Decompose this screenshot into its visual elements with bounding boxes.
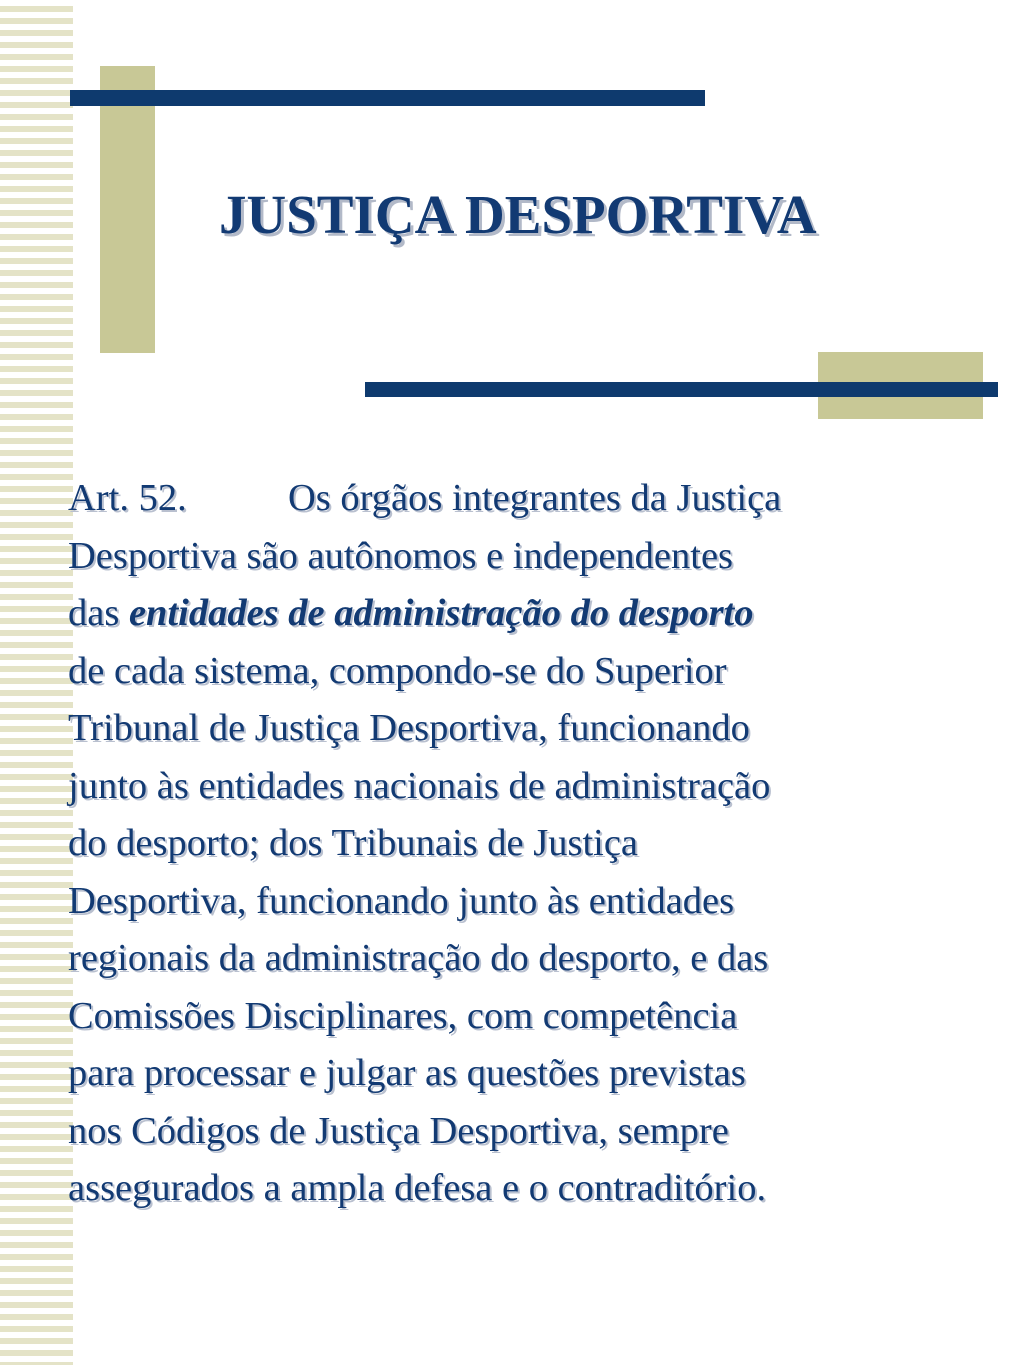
article-line-text: Os órgãos integrantes da Justiça <box>288 477 782 519</box>
article-line <box>68 815 988 873</box>
article-line-text: das <box>68 592 129 634</box>
decorative-olive-bar <box>100 66 155 353</box>
article-line <box>68 528 988 586</box>
article-number: Art. 52. <box>68 477 187 519</box>
article-line <box>68 643 988 701</box>
article-line <box>68 988 988 1046</box>
article-line <box>68 930 988 988</box>
article-line-text: Desportiva, funcionando junto às entidades <box>68 879 735 922</box>
article-line <box>68 1103 988 1161</box>
article-line-text: para processar e julgar as questões previstas <box>68 1052 746 1094</box>
article-line-text: junto às entidades nacionais de administração <box>68 764 771 807</box>
article-line-text: Comissões Disciplinares, com competência <box>68 994 738 1037</box>
article-line-text: Desportiva são autônomos e independentes <box>68 534 734 577</box>
article-line-text: regionais da administração do desporto, e das <box>68 937 769 979</box>
article-line <box>68 700 988 758</box>
article-line <box>68 1160 988 1218</box>
decorative-bottom-rule <box>365 382 998 397</box>
decorative-stripes <box>0 0 73 1365</box>
emphasized-term: entidades de administração do desporto <box>128 592 754 634</box>
article-line-text: nos Códigos de Justiça Desportiva, sempre <box>68 1109 729 1152</box>
slide-title: JUSTIÇA DESPORTIVA <box>219 184 817 245</box>
article-line <box>68 758 988 816</box>
decorative-top-rule <box>70 90 705 106</box>
article-line <box>68 470 988 528</box>
article-line-text: assegurados a ampla defesa e o contraditório. <box>68 1167 767 1209</box>
article-line-text: de cada sistema, compondo-se do Superior <box>68 649 727 692</box>
article-line-text: Tribunal de Justiça Desportiva, funcionando <box>68 707 750 749</box>
article-line-text: do desporto; dos Tribunais de Justiça <box>68 822 639 864</box>
article-line <box>68 873 988 931</box>
article-text <box>68 470 988 1218</box>
article-line <box>68 1045 988 1103</box>
article-line <box>68 585 988 643</box>
